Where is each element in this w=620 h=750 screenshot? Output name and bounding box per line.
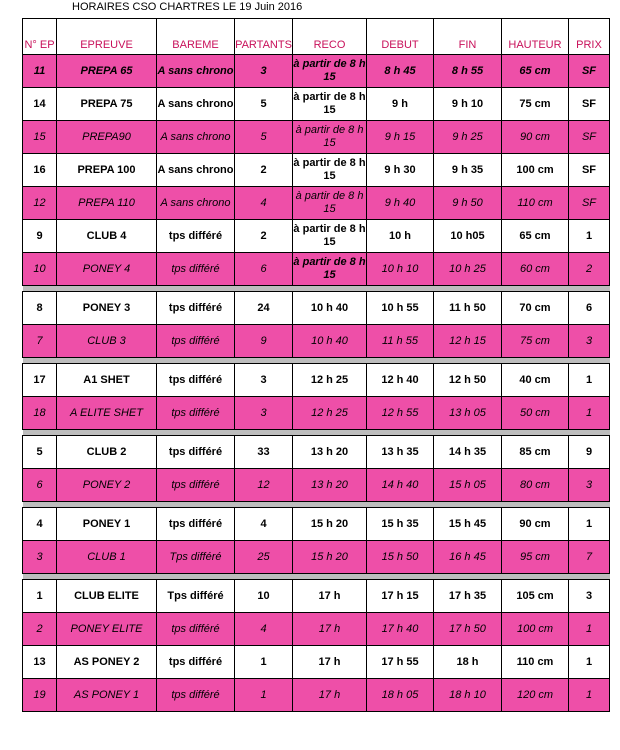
height-cell: 40 cm — [502, 364, 569, 397]
col-header-fin: FIN — [434, 19, 502, 55]
entrants-cell: 4 — [235, 508, 293, 541]
walk-time-cell: 12 h 25 — [293, 397, 367, 430]
entrants-cell: 3 — [235, 364, 293, 397]
start-time-cell: 9 h 15 — [367, 121, 434, 154]
table-row — [23, 187, 610, 220]
entrants-cell: 1 — [235, 679, 293, 712]
end-time-cell: 18 h 10 — [434, 679, 502, 712]
scoring-cell: Tps différé — [157, 541, 235, 574]
end-time-cell: 10 h05 — [434, 220, 502, 253]
table-row — [23, 613, 610, 646]
event-number-cell: 16 — [23, 154, 57, 187]
end-time-cell: 9 h 35 — [434, 154, 502, 187]
scoring-cell: A sans chrono — [157, 187, 235, 220]
scoring-cell: tps différé — [157, 508, 235, 541]
scoring-cell: tps différé — [157, 469, 235, 502]
start-time-cell: 12 h 40 — [367, 364, 434, 397]
header-row — [23, 19, 610, 55]
prizes-cell: 1 — [569, 508, 610, 541]
entrants-cell: 6 — [235, 253, 293, 286]
schedule-table — [22, 18, 610, 712]
scoring-cell: tps différé — [157, 220, 235, 253]
height-cell: 75 cm — [502, 325, 569, 358]
event-number-cell: 17 — [23, 364, 57, 397]
start-time-cell: 10 h — [367, 220, 434, 253]
prizes-cell: 1 — [569, 220, 610, 253]
scoring-cell: tps différé — [157, 397, 235, 430]
start-time-cell: 10 h 10 — [367, 253, 434, 286]
prizes-cell: 9 — [569, 436, 610, 469]
entrants-cell: 4 — [235, 613, 293, 646]
prizes-cell: 6 — [569, 292, 610, 325]
event-number-cell: 6 — [23, 469, 57, 502]
event-number-cell: 12 — [23, 187, 57, 220]
table-row — [23, 508, 610, 541]
prizes-cell: 1 — [569, 679, 610, 712]
walk-time-cell: 15 h 20 — [293, 541, 367, 574]
table-row — [23, 253, 610, 286]
entrants-cell: 4 — [235, 187, 293, 220]
height-cell: 65 cm — [502, 55, 569, 88]
event-number-cell: 7 — [23, 325, 57, 358]
prizes-cell: SF — [569, 121, 610, 154]
start-time-cell: 8 h 45 — [367, 55, 434, 88]
walk-time-cell: à partir de 8 h 15 — [293, 187, 367, 220]
page-title: HORAIRES CSO CHARTRES LE 19 Juin 2016 — [72, 1, 303, 13]
event-number-cell: 14 — [23, 88, 57, 121]
height-cell: 70 cm — [502, 292, 569, 325]
prizes-cell: 2 — [569, 253, 610, 286]
event-number-cell: 10 — [23, 253, 57, 286]
walk-time-cell: à partir de 8 h 15 — [293, 55, 367, 88]
prizes-cell: 1 — [569, 646, 610, 679]
scoring-cell: A sans chrono — [157, 55, 235, 88]
event-name-cell: AS PONEY 2 — [57, 646, 157, 679]
height-cell: 100 cm — [502, 613, 569, 646]
table-row — [23, 121, 610, 154]
table-row — [23, 541, 610, 574]
walk-time-cell: 10 h 40 — [293, 325, 367, 358]
prizes-cell: 1 — [569, 613, 610, 646]
end-time-cell: 9 h 25 — [434, 121, 502, 154]
entrants-cell: 3 — [235, 55, 293, 88]
prizes-cell: SF — [569, 55, 610, 88]
height-cell: 90 cm — [502, 121, 569, 154]
height-cell: 120 cm — [502, 679, 569, 712]
table-row — [23, 580, 610, 613]
event-name-cell: PONEY 2 — [57, 469, 157, 502]
table-row — [23, 154, 610, 187]
start-time-cell: 9 h 40 — [367, 187, 434, 220]
start-time-cell: 9 h 30 — [367, 154, 434, 187]
walk-time-cell: à partir de 8 h 15 — [293, 154, 367, 187]
event-number-cell: 8 — [23, 292, 57, 325]
event-name-cell: A ELITE SHET — [57, 397, 157, 430]
event-number-cell: 2 — [23, 613, 57, 646]
col-header-prix: PRIX — [569, 19, 610, 55]
table-row — [23, 469, 610, 502]
entrants-cell: 25 — [235, 541, 293, 574]
event-number-cell: 3 — [23, 541, 57, 574]
end-time-cell: 12 h 15 — [434, 325, 502, 358]
end-time-cell: 9 h 50 — [434, 187, 502, 220]
prizes-cell: 3 — [569, 325, 610, 358]
event-number-cell: 19 — [23, 679, 57, 712]
walk-time-cell: 17 h — [293, 613, 367, 646]
event-name-cell: PONEY ELITE — [57, 613, 157, 646]
prizes-cell: 1 — [569, 397, 610, 430]
prizes-cell: 7 — [569, 541, 610, 574]
col-header-debut: DEBUT — [367, 19, 434, 55]
start-time-cell: 17 h 15 — [367, 580, 434, 613]
event-name-cell: PREPA 110 — [57, 187, 157, 220]
table-row — [23, 292, 610, 325]
entrants-cell: 2 — [235, 220, 293, 253]
end-time-cell: 12 h 50 — [434, 364, 502, 397]
walk-time-cell: 13 h 20 — [293, 436, 367, 469]
event-number-cell: 5 — [23, 436, 57, 469]
height-cell: 105 cm — [502, 580, 569, 613]
scoring-cell: tps différé — [157, 613, 235, 646]
table-row — [23, 436, 610, 469]
scoring-cell: A sans chrono — [157, 154, 235, 187]
event-name-cell: PREPA90 — [57, 121, 157, 154]
event-name-cell: PREPA 75 — [57, 88, 157, 121]
event-name-cell: PREPA 100 — [57, 154, 157, 187]
height-cell: 60 cm — [502, 253, 569, 286]
end-time-cell: 15 h 45 — [434, 508, 502, 541]
start-time-cell: 13 h 35 — [367, 436, 434, 469]
end-time-cell: 14 h 35 — [434, 436, 502, 469]
event-number-cell: 9 — [23, 220, 57, 253]
col-header-ep: N° EP — [23, 19, 57, 55]
walk-time-cell: 10 h 40 — [293, 292, 367, 325]
event-name-cell: AS PONEY 1 — [57, 679, 157, 712]
scoring-cell: tps différé — [157, 679, 235, 712]
event-name-cell: CLUB 3 — [57, 325, 157, 358]
walk-time-cell: à partir de 8 h 15 — [293, 88, 367, 121]
scoring-cell: A sans chrono — [157, 88, 235, 121]
event-name-cell: PONEY 3 — [57, 292, 157, 325]
start-time-cell: 15 h 35 — [367, 508, 434, 541]
height-cell: 85 cm — [502, 436, 569, 469]
start-time-cell: 17 h 40 — [367, 613, 434, 646]
prizes-cell: 3 — [569, 469, 610, 502]
walk-time-cell: à partir de 8 h 15 — [293, 220, 367, 253]
start-time-cell: 14 h 40 — [367, 469, 434, 502]
walk-time-cell: 15 h 20 — [293, 508, 367, 541]
table-row — [23, 220, 610, 253]
table-row — [23, 646, 610, 679]
entrants-cell: 9 — [235, 325, 293, 358]
entrants-cell: 2 — [235, 154, 293, 187]
prizes-cell: SF — [569, 187, 610, 220]
table-row — [23, 88, 610, 121]
event-number-cell: 13 — [23, 646, 57, 679]
end-time-cell: 17 h 50 — [434, 613, 502, 646]
end-time-cell: 17 h 35 — [434, 580, 502, 613]
scoring-cell: tps différé — [157, 292, 235, 325]
start-time-cell: 15 h 50 — [367, 541, 434, 574]
end-time-cell: 16 h 45 — [434, 541, 502, 574]
start-time-cell: 12 h 55 — [367, 397, 434, 430]
start-time-cell: 10 h 55 — [367, 292, 434, 325]
scoring-cell: tps différé — [157, 646, 235, 679]
scoring-cell: Tps différé — [157, 580, 235, 613]
end-time-cell: 9 h 10 — [434, 88, 502, 121]
entrants-cell: 5 — [235, 121, 293, 154]
walk-time-cell: 13 h 20 — [293, 469, 367, 502]
start-time-cell: 9 h — [367, 88, 434, 121]
scoring-cell: tps différé — [157, 436, 235, 469]
start-time-cell: 11 h 55 — [367, 325, 434, 358]
height-cell: 65 cm — [502, 220, 569, 253]
event-number-cell: 1 — [23, 580, 57, 613]
walk-time-cell: 17 h — [293, 580, 367, 613]
height-cell: 90 cm — [502, 508, 569, 541]
table-row — [23, 325, 610, 358]
height-cell: 75 cm — [502, 88, 569, 121]
col-header-partants: PARTANTS — [235, 19, 293, 55]
end-time-cell: 13 h 05 — [434, 397, 502, 430]
end-time-cell: 10 h 25 — [434, 253, 502, 286]
event-number-cell: 4 — [23, 508, 57, 541]
table-row — [23, 55, 610, 88]
table-row — [23, 397, 610, 430]
entrants-cell: 3 — [235, 397, 293, 430]
entrants-cell: 24 — [235, 292, 293, 325]
scoring-cell: tps différé — [157, 253, 235, 286]
height-cell: 95 cm — [502, 541, 569, 574]
col-header-epreuve: EPREUVE — [57, 19, 157, 55]
height-cell: 50 cm — [502, 397, 569, 430]
entrants-cell: 10 — [235, 580, 293, 613]
walk-time-cell: 17 h — [293, 679, 367, 712]
walk-time-cell: à partir de 8 h 15 — [293, 121, 367, 154]
event-number-cell: 18 — [23, 397, 57, 430]
col-header-reco: RECO — [293, 19, 367, 55]
event-name-cell: PONEY 1 — [57, 508, 157, 541]
event-name-cell: CLUB 2 — [57, 436, 157, 469]
height-cell: 80 cm — [502, 469, 569, 502]
entrants-cell: 33 — [235, 436, 293, 469]
walk-time-cell: 12 h 25 — [293, 364, 367, 397]
scoring-cell: A sans chrono — [157, 121, 235, 154]
end-time-cell: 11 h 50 — [434, 292, 502, 325]
event-number-cell: 11 — [23, 55, 57, 88]
end-time-cell: 15 h 05 — [434, 469, 502, 502]
event-name-cell: CLUB 1 — [57, 541, 157, 574]
event-name-cell: CLUB 4 — [57, 220, 157, 253]
prizes-cell: SF — [569, 154, 610, 187]
height-cell: 100 cm — [502, 154, 569, 187]
height-cell: 110 cm — [502, 646, 569, 679]
event-name-cell: A1 SHET — [57, 364, 157, 397]
walk-time-cell: 17 h — [293, 646, 367, 679]
col-header-hauteur: HAUTEUR — [502, 19, 569, 55]
start-time-cell: 17 h 55 — [367, 646, 434, 679]
entrants-cell: 5 — [235, 88, 293, 121]
table-row — [23, 679, 610, 712]
event-number-cell: 15 — [23, 121, 57, 154]
walk-time-cell: à partir de 8 h 15 — [293, 253, 367, 286]
entrants-cell: 12 — [235, 469, 293, 502]
prizes-cell: SF — [569, 88, 610, 121]
col-header-bareme: BAREME — [157, 19, 235, 55]
event-name-cell: CLUB ELITE — [57, 580, 157, 613]
scoring-cell: tps différé — [157, 325, 235, 358]
table-row — [23, 364, 610, 397]
prizes-cell: 1 — [569, 364, 610, 397]
event-name-cell: PONEY 4 — [57, 253, 157, 286]
event-name-cell: PREPA 65 — [57, 55, 157, 88]
start-time-cell: 18 h 05 — [367, 679, 434, 712]
end-time-cell: 8 h 55 — [434, 55, 502, 88]
entrants-cell: 1 — [235, 646, 293, 679]
prizes-cell: 3 — [569, 580, 610, 613]
end-time-cell: 18 h — [434, 646, 502, 679]
scoring-cell: tps différé — [157, 364, 235, 397]
height-cell: 110 cm — [502, 187, 569, 220]
